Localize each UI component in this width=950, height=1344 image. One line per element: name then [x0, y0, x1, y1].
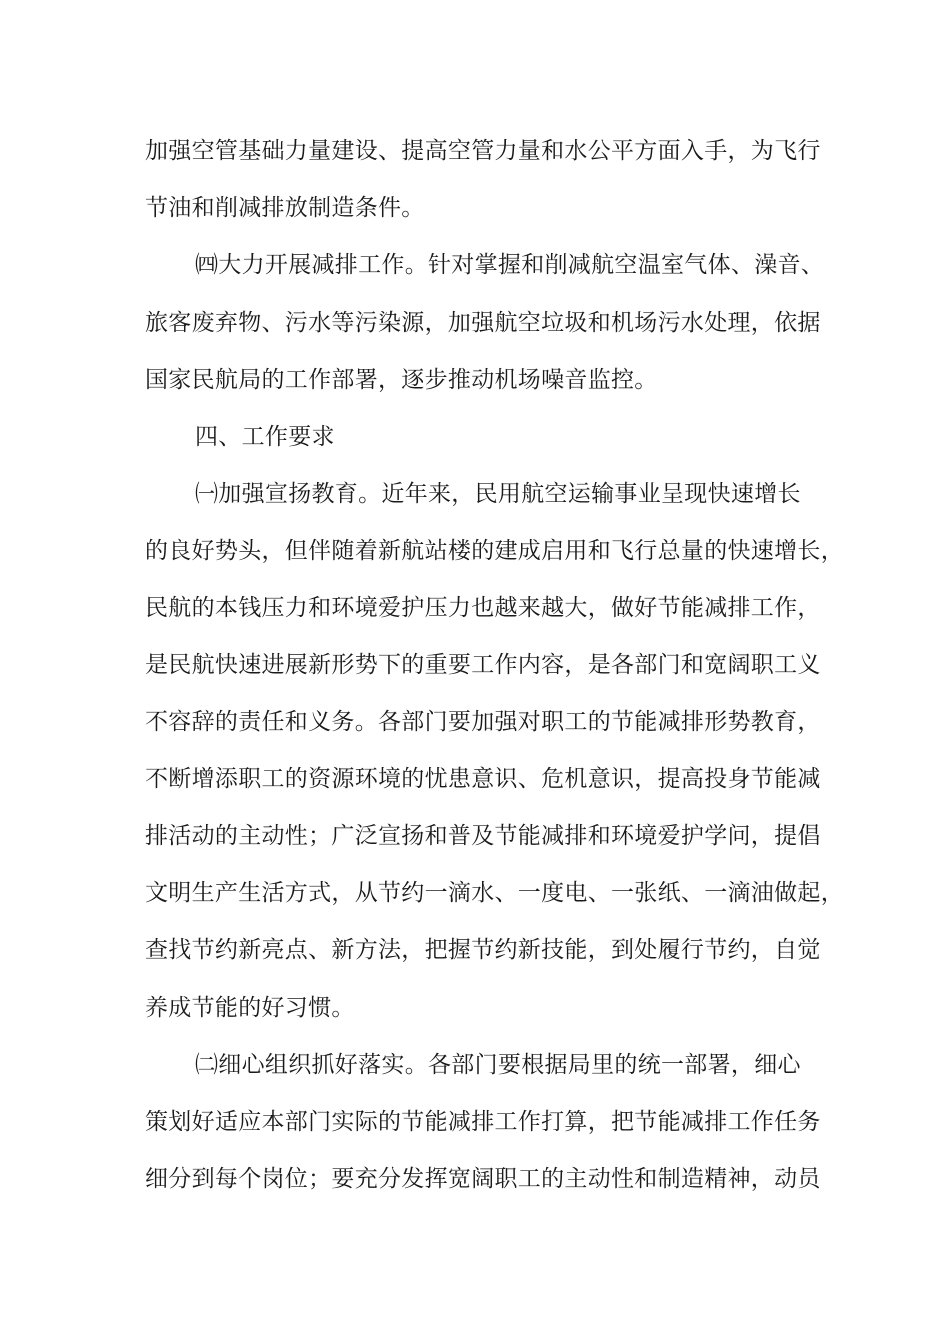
text-line: 养成节能的好习惯。	[145, 995, 355, 1021]
text-line: 国家民航局的工作部署，逐步推动机场噪音监控。	[145, 367, 658, 393]
paragraph-first-line: ㈡细心组织抓好落实。各部门要根据局里的统一部署，细心	[195, 1052, 801, 1078]
text-line: 加强空管基础力量建设、提高空管力量和水公平方面入手，为飞行	[145, 138, 821, 164]
text-line: 细分到每个岗位；要充分发挥宽阔职工的主动性和制造精神，动员	[145, 1166, 821, 1192]
text-line: 是民航快速进展新形势下的重要工作内容，是各部门和宽阔职工义	[145, 652, 821, 678]
text-line: 旅客废弃物、污水等污染源，加强航空垃圾和机场污水处理，依据	[145, 310, 821, 336]
paragraph-first-line: ㈠加强宣扬教育。近年来，民用航空运输事业呈现快速增长	[195, 481, 801, 507]
text-line: 查找节约新亮点、新方法，把握节约新技能，到处履行节约，自觉	[145, 937, 821, 963]
text-line: 不断增添职工的资源环境的忧患意识、危机意识，提高投身节能减	[145, 766, 821, 792]
text-line: 民航的本钱压力和环境爱护压力也越来越大，做好节能减排工作，	[145, 595, 821, 621]
text-line: 的良好势头，但伴随着新航站楼的建成启用和飞行总量的快速增长，	[145, 538, 844, 564]
text-line: 策划好适应本部门实际的节能减排工作打算，把节能减排工作任务	[145, 1109, 821, 1135]
text-line: 节油和削减排放制造条件。	[145, 195, 425, 221]
text-line: 不容辞的责任和义务。各部门要加强对职工的节能减排形势教育，	[145, 709, 821, 735]
paragraph-first-line: ㈣大力开展减排工作。针对掌握和削减航空温室气体、澡音、	[195, 252, 825, 278]
text-line: 文明生产生活方式，从节约一滴水、一度电、一张纸、一滴油做起，	[145, 880, 844, 906]
section-heading: 四、工作要求	[195, 424, 335, 450]
text-line: 排活动的主动性；广泛宣扬和普及节能减排和环境爱护学问，提倡	[145, 823, 821, 849]
